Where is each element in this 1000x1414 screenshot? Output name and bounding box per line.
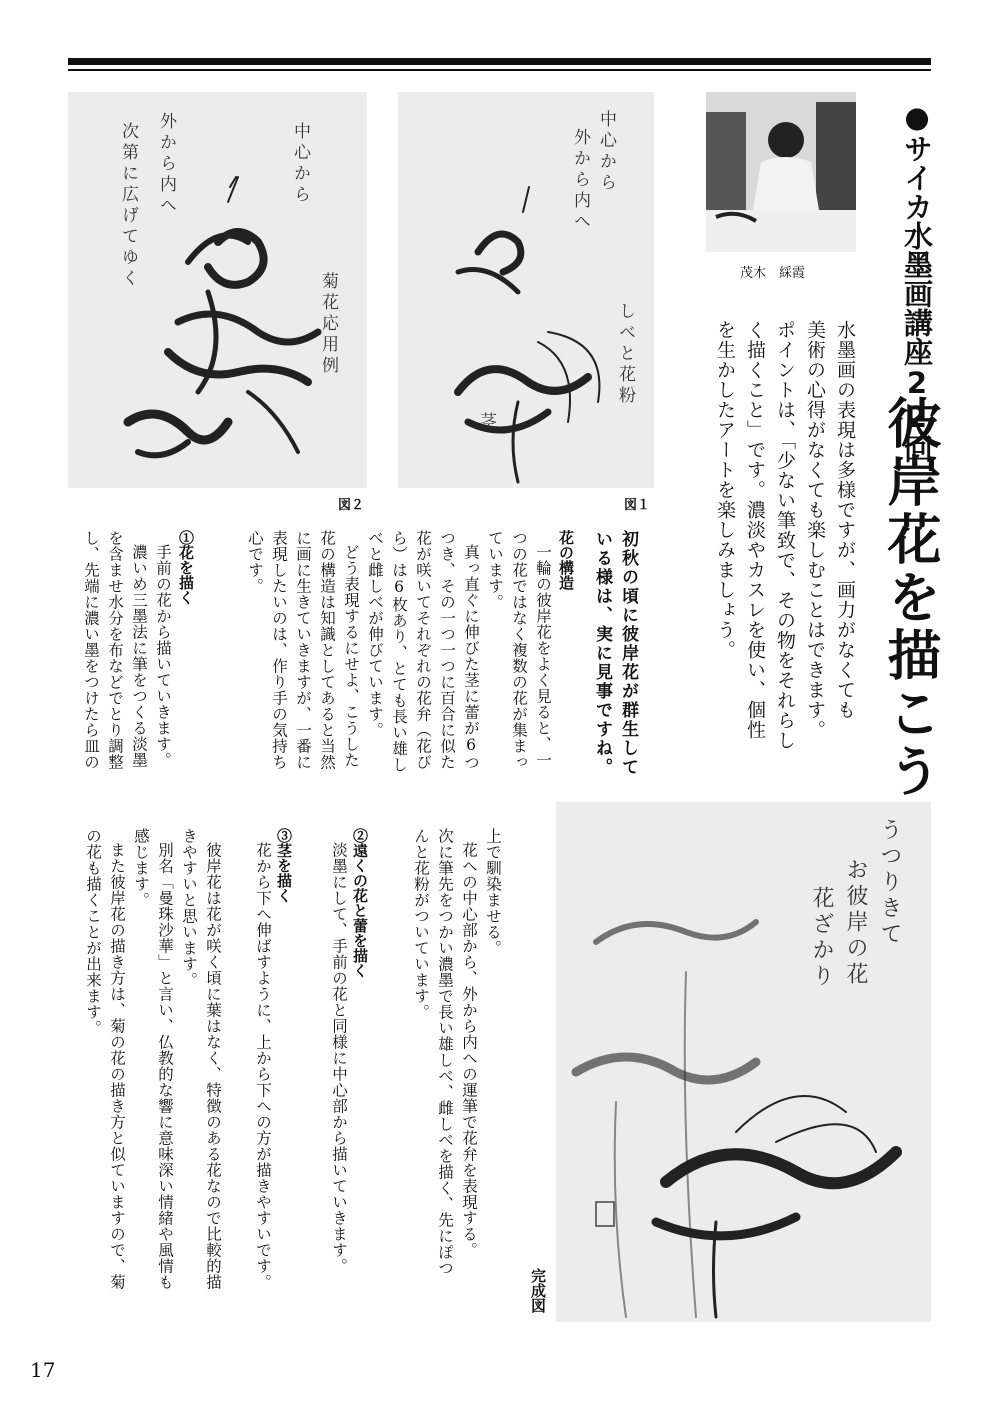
fig2-note-chrysanthemum: 菊花応用例 <box>318 272 338 377</box>
author-photo <box>706 92 856 252</box>
intro-line: 美術の心得がなくても楽しむことはできます。 <box>804 320 826 740</box>
section-heading: ②遠くの花と蕾を描く <box>351 828 369 978</box>
body-line: の花も描くことが出来ます。 <box>84 828 102 1036</box>
fig1-note-stamen: しべと花粉 <box>615 302 635 407</box>
intro-line: ポイントは、「少ない筆致で、その物をそれらし <box>774 320 796 751</box>
body-line: 一輪の彼岸花をよく見ると、一 <box>534 544 552 768</box>
series-title: ●サイカ水墨画講座22回 <box>900 100 934 463</box>
figure-2-panel <box>68 92 367 488</box>
lead-line: 初秋の頃に彼岸花が群生して <box>618 530 638 777</box>
intro-line: を生かしたアートを楽しみましょう。 <box>714 320 736 660</box>
body-line: また彼岸花の描き方は、菊の花の描き方と似ていますので、菊 <box>108 842 126 1290</box>
body-line: ら）は6枚あり、とても長い雄し <box>390 530 408 773</box>
body-line: どう表現するにせよ、こうした <box>342 544 360 768</box>
body-line: 真っ直ぐに伸びた茎に蕾が6つ <box>462 544 480 771</box>
poem-line: お彼岸の花 <box>843 858 868 988</box>
body-line: 濃いめ三墨法に筆をつくる淡墨 <box>130 544 148 768</box>
body-line: 彼岸花は花が咲く頃に葉はなく、特徴のある花なので比較的描 <box>204 842 222 1290</box>
author-name: 茂木 綵霞 <box>740 266 806 281</box>
body-line: つの花ではなく複数の花が集まっ <box>510 530 528 770</box>
body-line: ています。 <box>486 530 504 610</box>
body-line: 心です。 <box>246 530 264 594</box>
page-number: 17 <box>30 1358 56 1382</box>
intro-line: く描くこと」です。濃淡やカスレを使い、個性 <box>744 320 766 740</box>
lead-line: いる様は、実に見事ですね。 <box>592 530 612 777</box>
figure-2-label: 図２ <box>338 498 365 513</box>
body-line: べと雌しべが伸びています。 <box>366 530 384 738</box>
page-title: 彼岸花を描こう <box>879 395 942 801</box>
fig1-note-outside-in: 外から内へ <box>570 128 590 233</box>
fig2-note-center: 中心から <box>290 122 310 206</box>
body-line: し、先端に濃い墨をつけたら皿の <box>82 530 100 770</box>
final-artwork-label: 完成図 <box>529 1268 547 1313</box>
section-heading: ①花を描く <box>177 530 195 605</box>
body-line: んと花粉がついています。 <box>412 828 430 1020</box>
intro-line: 水墨画の表現は多様ですが、画力がなくても <box>834 320 856 720</box>
body-line: 次に筆先をつかい濃墨で長い雄しべ、雌しべを描く、先にぽつ <box>436 828 454 1276</box>
body-line: 上で馴染ませる。 <box>484 828 502 956</box>
body-line: 花の構造は知識としてあると当然 <box>318 530 336 770</box>
body-line: 感じます。 <box>132 828 150 908</box>
header-rule-thick <box>68 58 931 65</box>
figure-1-panel <box>398 92 654 488</box>
fig2-note-spread: 次第に広げてゆく <box>118 122 138 290</box>
body-line: 花が咲いてそれぞれの花弁（花び <box>414 530 432 770</box>
body-line: きやすいと思います。 <box>180 828 198 988</box>
body-line: を含ませ水分を布などでとり調整 <box>106 530 124 770</box>
body-line: 淡墨にして、手前の花と同様に中心部から描いていきます。 <box>330 842 348 1274</box>
section-1-body <box>230 530 552 790</box>
figure-1-label: 図１ <box>624 498 651 513</box>
header-rule-thin <box>68 69 931 71</box>
body-line: 花への中心部から、外から内への運筆で花弁を表現する。 <box>460 842 478 1258</box>
poem-line: 花ざかり <box>809 886 834 990</box>
fig1-note-stem: 茎 <box>476 412 496 433</box>
body-line: 別名「曼珠沙華」と言い、仏教的な響に意味深い情緒や風情も <box>156 842 174 1290</box>
body-line: 表現したいのは、作り手の気持ち <box>270 530 288 770</box>
poem-line: うつりきて <box>877 818 902 948</box>
fig2-note-outside-in: 外から内へ <box>156 112 176 217</box>
final-artwork-panel <box>556 802 931 1322</box>
fig1-note-center: 中心から <box>596 110 616 194</box>
body-line: 手前の花から描いていきます。 <box>154 544 172 768</box>
section-heading: ③茎を描く <box>275 828 293 903</box>
section-heading: 花の構造 <box>557 530 575 590</box>
body-line: 花から下へ伸ばすように、上から下への方が描きやすいです。 <box>254 842 272 1290</box>
body-line: つき、その一つ一つに百合に似た <box>438 530 456 770</box>
body-line: に画に生きていきますが、一番に <box>294 530 312 770</box>
